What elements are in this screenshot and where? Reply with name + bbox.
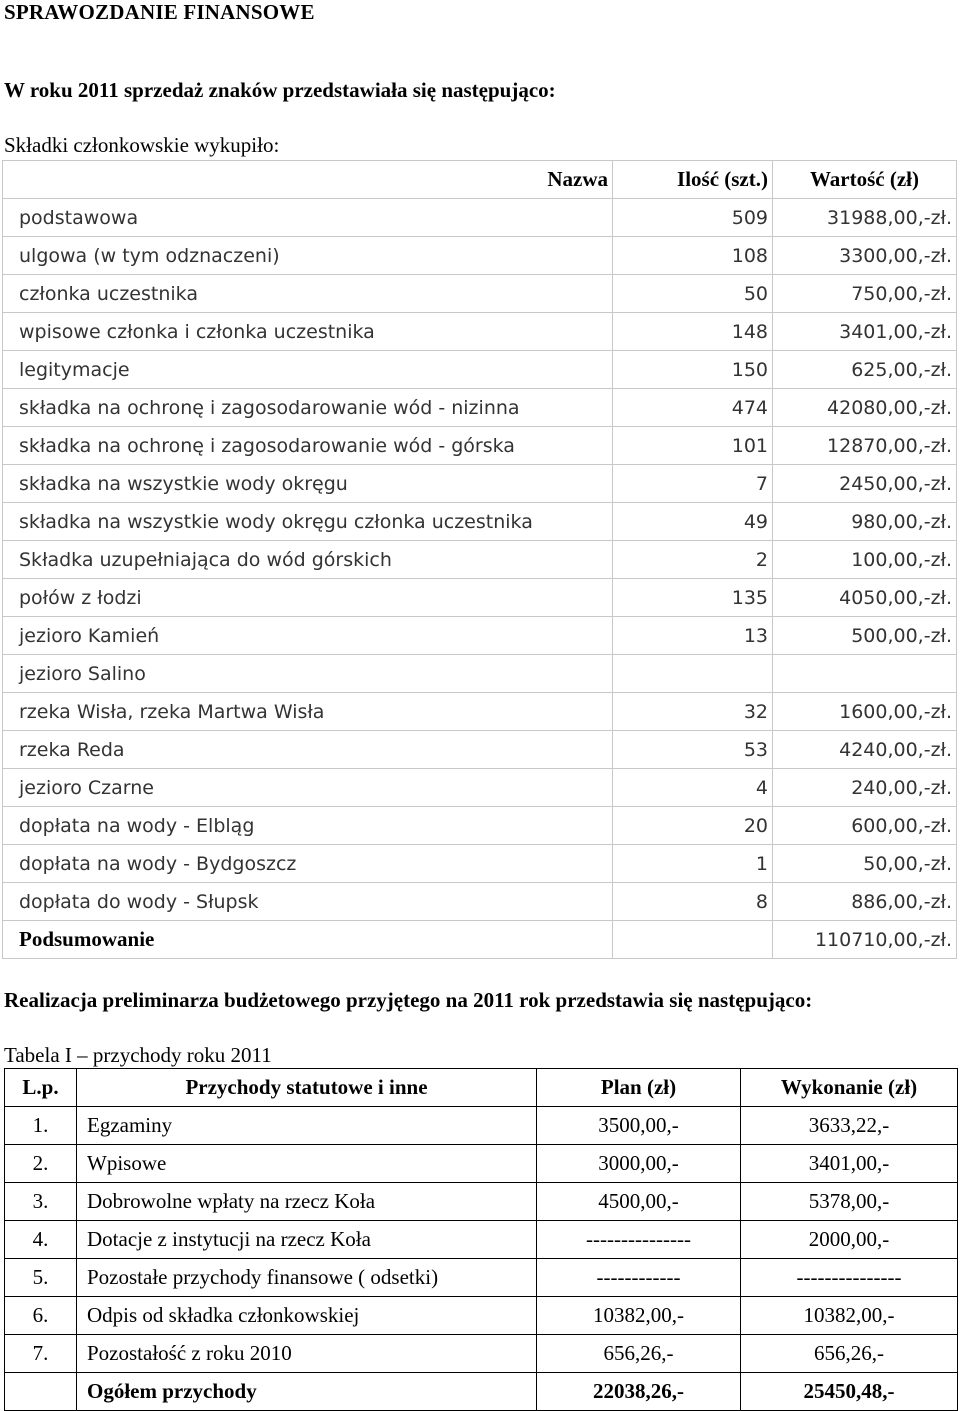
total-row [5, 1373, 958, 1411]
row-done: 3401,00,- [741, 1145, 958, 1183]
row-value: 625,00,-zł. [773, 351, 957, 389]
sales-table-header [3, 161, 957, 199]
row-value: 4240,00,-zł. [773, 731, 957, 769]
table-row [3, 541, 957, 579]
summary-qty [613, 921, 773, 959]
table-row [3, 313, 957, 351]
row-plan: 3500,00,- [537, 1107, 741, 1145]
table-row [3, 617, 957, 655]
row-qty: 148 [613, 313, 773, 351]
row-qty: 53 [613, 731, 773, 769]
row-lp: 6. [5, 1297, 77, 1335]
table-row [3, 275, 957, 313]
row-name: wpisowe członka i członka uczestnika [3, 313, 613, 351]
table-row [3, 693, 957, 731]
row-qty: 474 [613, 389, 773, 427]
table-row [3, 845, 957, 883]
table-row [3, 389, 957, 427]
table-row [3, 465, 957, 503]
row-name: ulgowa (w tym odznaczeni) [3, 237, 613, 275]
table-row [5, 1335, 958, 1373]
row-value: 600,00,-zł. [773, 807, 957, 845]
row-value [773, 655, 957, 693]
membership-heading: Składki członkowskie wykupiło: [4, 133, 280, 157]
table-row [5, 1183, 958, 1221]
table-row [3, 579, 957, 617]
row-plan: 3000,00,- [537, 1145, 741, 1183]
row-name: połów z łodzi [3, 579, 613, 617]
row-desc: Wpisowe [77, 1145, 537, 1183]
row-value: 31988,00,-zł. [773, 199, 957, 237]
income-table-heading: Tabela I – przychody roku 2011 [4, 1043, 272, 1067]
table-row [3, 351, 957, 389]
header-qty: Ilość (szt.) [613, 161, 773, 199]
row-qty: 7 [613, 465, 773, 503]
row-qty: 150 [613, 351, 773, 389]
row-qty: 49 [613, 503, 773, 541]
table-row [3, 427, 957, 465]
row-name: dopłata na wody - Elbląg [3, 807, 613, 845]
row-name: dopłata na wody - Bydgoszcz [3, 845, 613, 883]
row-desc: Egzaminy [77, 1107, 537, 1145]
income-table [4, 1068, 958, 1411]
table-row [3, 199, 957, 237]
row-qty: 135 [613, 579, 773, 617]
document-title: SPRAWOZDANIE FINANSOWE [4, 0, 315, 24]
table-row [5, 1297, 958, 1335]
table-row [3, 807, 957, 845]
row-desc: Pozostałe przychody finansowe ( odsetki) [77, 1259, 537, 1297]
row-value: 3401,00,-zł. [773, 313, 957, 351]
income-table-header [5, 1069, 958, 1107]
intro-heading: W roku 2011 sprzedaż znaków przedstawiała się następująco: [4, 78, 556, 102]
realization-heading: Realizacja preliminarza budżetowego przyjętego na 2011 rok przedstawia się następująco: [4, 988, 813, 1012]
row-qty: 8 [613, 883, 773, 921]
header-name: Nazwa [3, 161, 613, 199]
row-name: składka na wszystkie wody okręgu [3, 465, 613, 503]
row-name: jezioro Kamień [3, 617, 613, 655]
summary-row [3, 921, 957, 959]
row-done: 2000,00,- [741, 1221, 958, 1259]
row-done: --------------- [741, 1259, 958, 1297]
row-desc: Pozostałość z roku 2010 [77, 1335, 537, 1373]
total-lp [5, 1373, 77, 1411]
table-row [5, 1221, 958, 1259]
row-value: 980,00,-zł. [773, 503, 957, 541]
row-name: jezioro Czarne [3, 769, 613, 807]
header-done: Wykonanie (zł) [741, 1069, 958, 1107]
row-name: składka na ochronę i zagosodarowanie wód - górska [3, 427, 613, 465]
row-value: 500,00,-zł. [773, 617, 957, 655]
row-done: 3633,22,- [741, 1107, 958, 1145]
row-desc: Dotacje z instytucji na rzecz Koła [77, 1221, 537, 1259]
table-row [5, 1145, 958, 1183]
row-value: 50,00,-zł. [773, 845, 957, 883]
row-qty: 20 [613, 807, 773, 845]
row-value: 12870,00,-zł. [773, 427, 957, 465]
summary-label: Podsumowanie [3, 921, 613, 959]
table-row [3, 503, 957, 541]
row-name: Składka uzupełniająca do wód górskich [3, 541, 613, 579]
row-lp: 2. [5, 1145, 77, 1183]
row-value: 886,00,-zł. [773, 883, 957, 921]
row-qty: 2 [613, 541, 773, 579]
row-name: rzeka Reda [3, 731, 613, 769]
row-plan: 10382,00,- [537, 1297, 741, 1335]
table-row [3, 237, 957, 275]
row-value: 750,00,-zł. [773, 275, 957, 313]
row-value: 1600,00,-zł. [773, 693, 957, 731]
row-value: 2450,00,-zł. [773, 465, 957, 503]
row-qty: 101 [613, 427, 773, 465]
header-value: Wartość (zł) [773, 161, 957, 199]
total-plan: 22038,26,- [537, 1373, 741, 1411]
row-plan: --------------- [537, 1221, 741, 1259]
row-name: rzeka Wisła, rzeka Martwa Wisła [3, 693, 613, 731]
header-lp: L.p. [5, 1069, 77, 1107]
sales-table [2, 160, 957, 959]
table-row [3, 731, 957, 769]
row-value: 42080,00,-zł. [773, 389, 957, 427]
row-qty: 4 [613, 769, 773, 807]
row-value: 3300,00,-zł. [773, 237, 957, 275]
row-name: legitymacje [3, 351, 613, 389]
row-lp: 5. [5, 1259, 77, 1297]
table-row [3, 769, 957, 807]
row-name: członka uczestnika [3, 275, 613, 313]
row-done: 10382,00,- [741, 1297, 958, 1335]
row-qty: 13 [613, 617, 773, 655]
row-name: składka na ochronę i zagosodarowanie wód - nizinna [3, 389, 613, 427]
row-name: jezioro Salino [3, 655, 613, 693]
row-qty: 509 [613, 199, 773, 237]
row-plan: ------------ [537, 1259, 741, 1297]
row-qty: 50 [613, 275, 773, 313]
table-row [5, 1259, 958, 1297]
row-value: 4050,00,-zł. [773, 579, 957, 617]
table-row [3, 655, 957, 693]
row-qty [613, 655, 773, 693]
row-plan: 4500,00,- [537, 1183, 741, 1221]
row-desc: Odpis od składka członkowskiej [77, 1297, 537, 1335]
row-qty: 32 [613, 693, 773, 731]
row-desc: Dobrowolne wpłaty na rzecz Koła [77, 1183, 537, 1221]
header-desc: Przychody statutowe i inne [77, 1069, 537, 1107]
row-value: 100,00,-zł. [773, 541, 957, 579]
row-lp: 7. [5, 1335, 77, 1373]
row-lp: 4. [5, 1221, 77, 1259]
header-plan: Plan (zł) [537, 1069, 741, 1107]
row-qty: 108 [613, 237, 773, 275]
row-name: dopłata do wody - Słupsk [3, 883, 613, 921]
row-plan: 656,26,- [537, 1335, 741, 1373]
table-row [5, 1107, 958, 1145]
row-name: podstawowa [3, 199, 613, 237]
summary-value: 110710,00,-zł. [773, 921, 957, 959]
table-row [3, 883, 957, 921]
row-lp: 1. [5, 1107, 77, 1145]
row-lp: 3. [5, 1183, 77, 1221]
row-name: składka na wszystkie wody okręgu członka uczestnika [3, 503, 613, 541]
row-qty: 1 [613, 845, 773, 883]
total-done: 25450,48,- [741, 1373, 958, 1411]
total-label: Ogółem przychody [77, 1373, 537, 1411]
row-value: 240,00,-zł. [773, 769, 957, 807]
row-done: 5378,00,- [741, 1183, 958, 1221]
row-done: 656,26,- [741, 1335, 958, 1373]
